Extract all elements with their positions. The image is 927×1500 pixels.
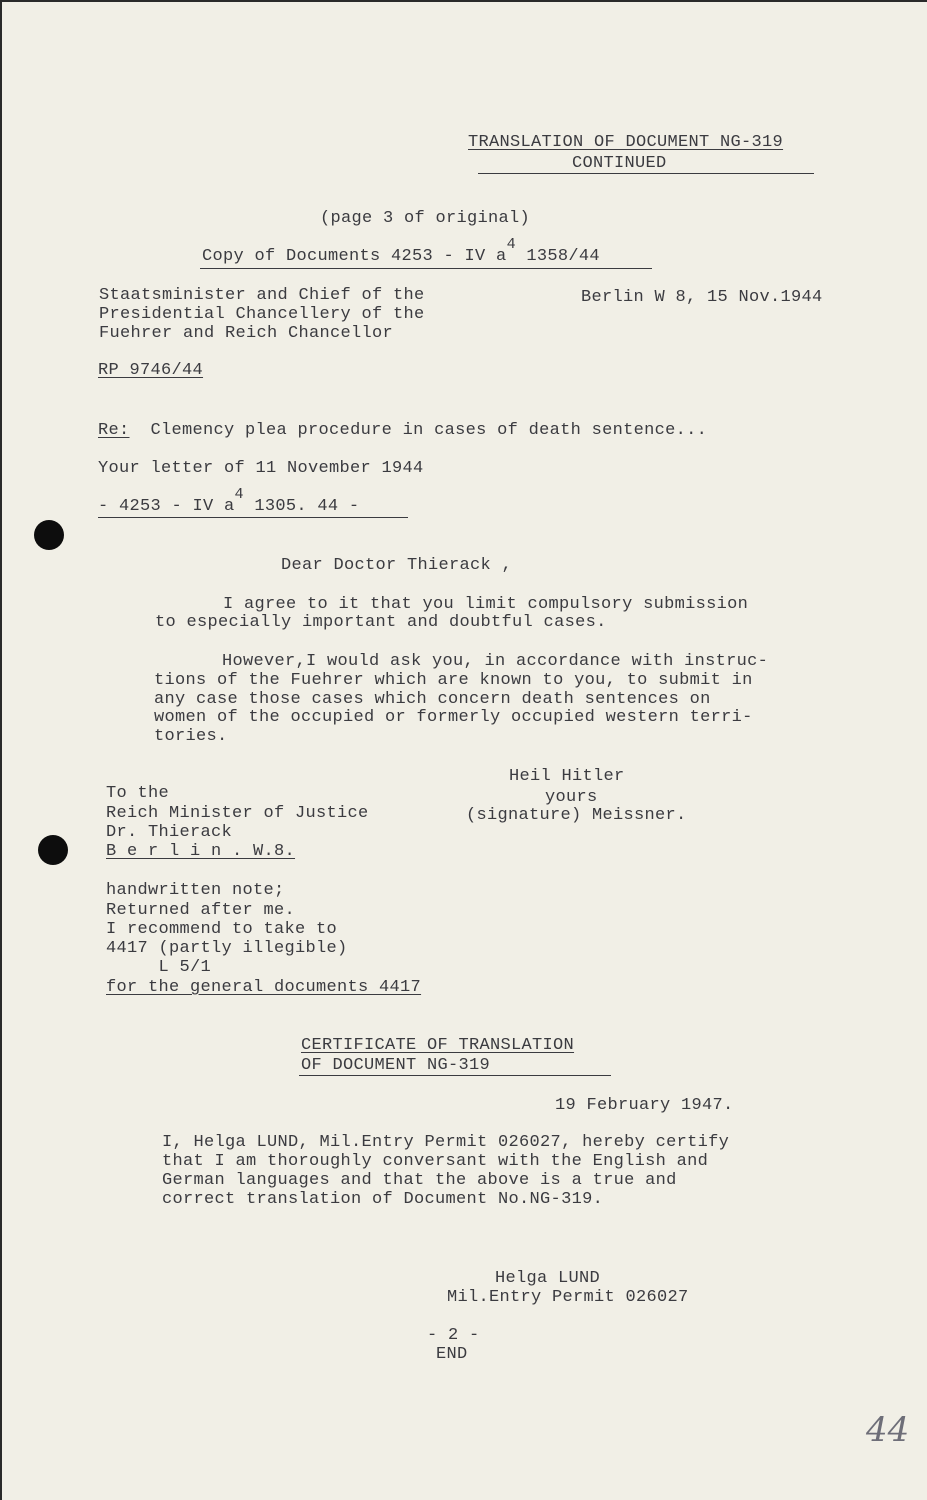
sender-line-3: Fuehrer and Reich Chancellor — [99, 324, 394, 343]
sender-line-1: Staatsminister and Chief of the — [99, 286, 425, 305]
certificate-rule — [299, 1075, 611, 1076]
page-number: - 2 - — [427, 1326, 480, 1345]
addressee-line-2: Reich Minister of Justice — [106, 804, 369, 823]
closing-yours: yours — [545, 788, 598, 807]
letter-ref-prefix: - 4253 - IV a — [98, 497, 235, 516]
subject-line — [98, 421, 707, 440]
note-line-2: Returned after me. — [106, 901, 296, 920]
subject-label: Re: — [98, 421, 130, 440]
addressee-line-1: To the — [106, 784, 170, 803]
letter-ref-superscript: 4 — [234, 486, 244, 503]
body-para2-line3: any case those cases which concern death sentences on — [154, 690, 711, 709]
body-para1-line2: to especially important and doubtful cases. — [155, 613, 607, 632]
translator-name: Helga LUND — [495, 1269, 601, 1288]
translator-permit: Mil.Entry Permit 026027 — [447, 1288, 689, 1307]
page-reference: (page 3 of original) — [320, 209, 531, 228]
certificate-date: 19 February 1947. — [555, 1096, 734, 1115]
salutation: Dear Doctor Thierack , — [281, 556, 513, 575]
punch-hole-top — [34, 520, 64, 550]
subject-text: Clemency plea procedure in cases of death sentence... — [150, 421, 708, 440]
letter-reference — [98, 486, 360, 516]
copy-ref-superscript: 4 — [506, 236, 516, 253]
body-para2-line4: women of the occupied or formerly occupied western terri- — [154, 708, 753, 727]
handwritten-page-number: 44 — [866, 1410, 910, 1450]
copy-ref-rule — [200, 268, 652, 269]
note-line-3: I recommend to take to — [106, 920, 338, 939]
note-last-line: for the general documents 4417 — [106, 978, 422, 997]
certificate-line-4: correct translation of Document No.NG-319. — [162, 1190, 604, 1209]
header-continued: CONTINUED — [572, 154, 667, 173]
closing-signature: (signature) Meissner. — [466, 806, 687, 825]
certificate-title-2: OF DOCUMENT NG-319 — [301, 1056, 491, 1075]
body-para2-line5: tories. — [154, 727, 228, 746]
certificate-line-3: German languages and that the above is a true and — [162, 1171, 677, 1190]
your-letter: Your letter of 11 November 1944 — [98, 459, 424, 478]
body-para2-line1: However,I would ask you, in accordance with instruc- — [222, 652, 769, 671]
addressee-line-3: Dr. Thierack — [106, 823, 233, 842]
header-title: TRANSLATION OF DOCUMENT NG-319 — [468, 133, 784, 152]
end-marker: END — [436, 1345, 468, 1364]
copy-reference — [202, 236, 600, 266]
punch-hole-bottom — [38, 835, 68, 865]
location-date: Berlin W 8, 15 Nov.1944 — [581, 288, 823, 307]
sender-line-2: Presidential Chancellery of the — [99, 305, 425, 324]
header-rule — [478, 173, 814, 174]
addressee-city: B e r l i n . W.8. — [106, 842, 296, 861]
note-line-1: handwritten note; — [106, 881, 285, 900]
certificate-line-1: I, Helga LUND, Mil.Entry Permit 026027, hereby certify — [162, 1133, 730, 1152]
copy-ref-suffix: 1358/44 — [515, 247, 600, 266]
body-para1-line1: I agree to it that you limit compulsory submission — [223, 595, 749, 614]
certificate-line-2: that I am thoroughly conversant with the English and — [162, 1152, 709, 1171]
note-line-4: 4417 (partly illegible) — [106, 939, 348, 958]
body-para2-line2: tions of the Fuehrer which are known to you, to submit in — [154, 671, 753, 690]
file-reference: RP 9746/44 — [98, 361, 204, 380]
copy-ref-prefix: Copy of Documents 4253 - IV a — [202, 247, 507, 266]
closing-heil: Heil Hitler — [509, 767, 625, 786]
certificate-title-1: CERTIFICATE OF TRANSLATION — [301, 1036, 575, 1055]
note-line-5: L 5/1 — [106, 958, 212, 977]
letter-ref-suffix: 1305. 44 - — [243, 497, 360, 516]
letter-ref-rule — [98, 517, 408, 518]
